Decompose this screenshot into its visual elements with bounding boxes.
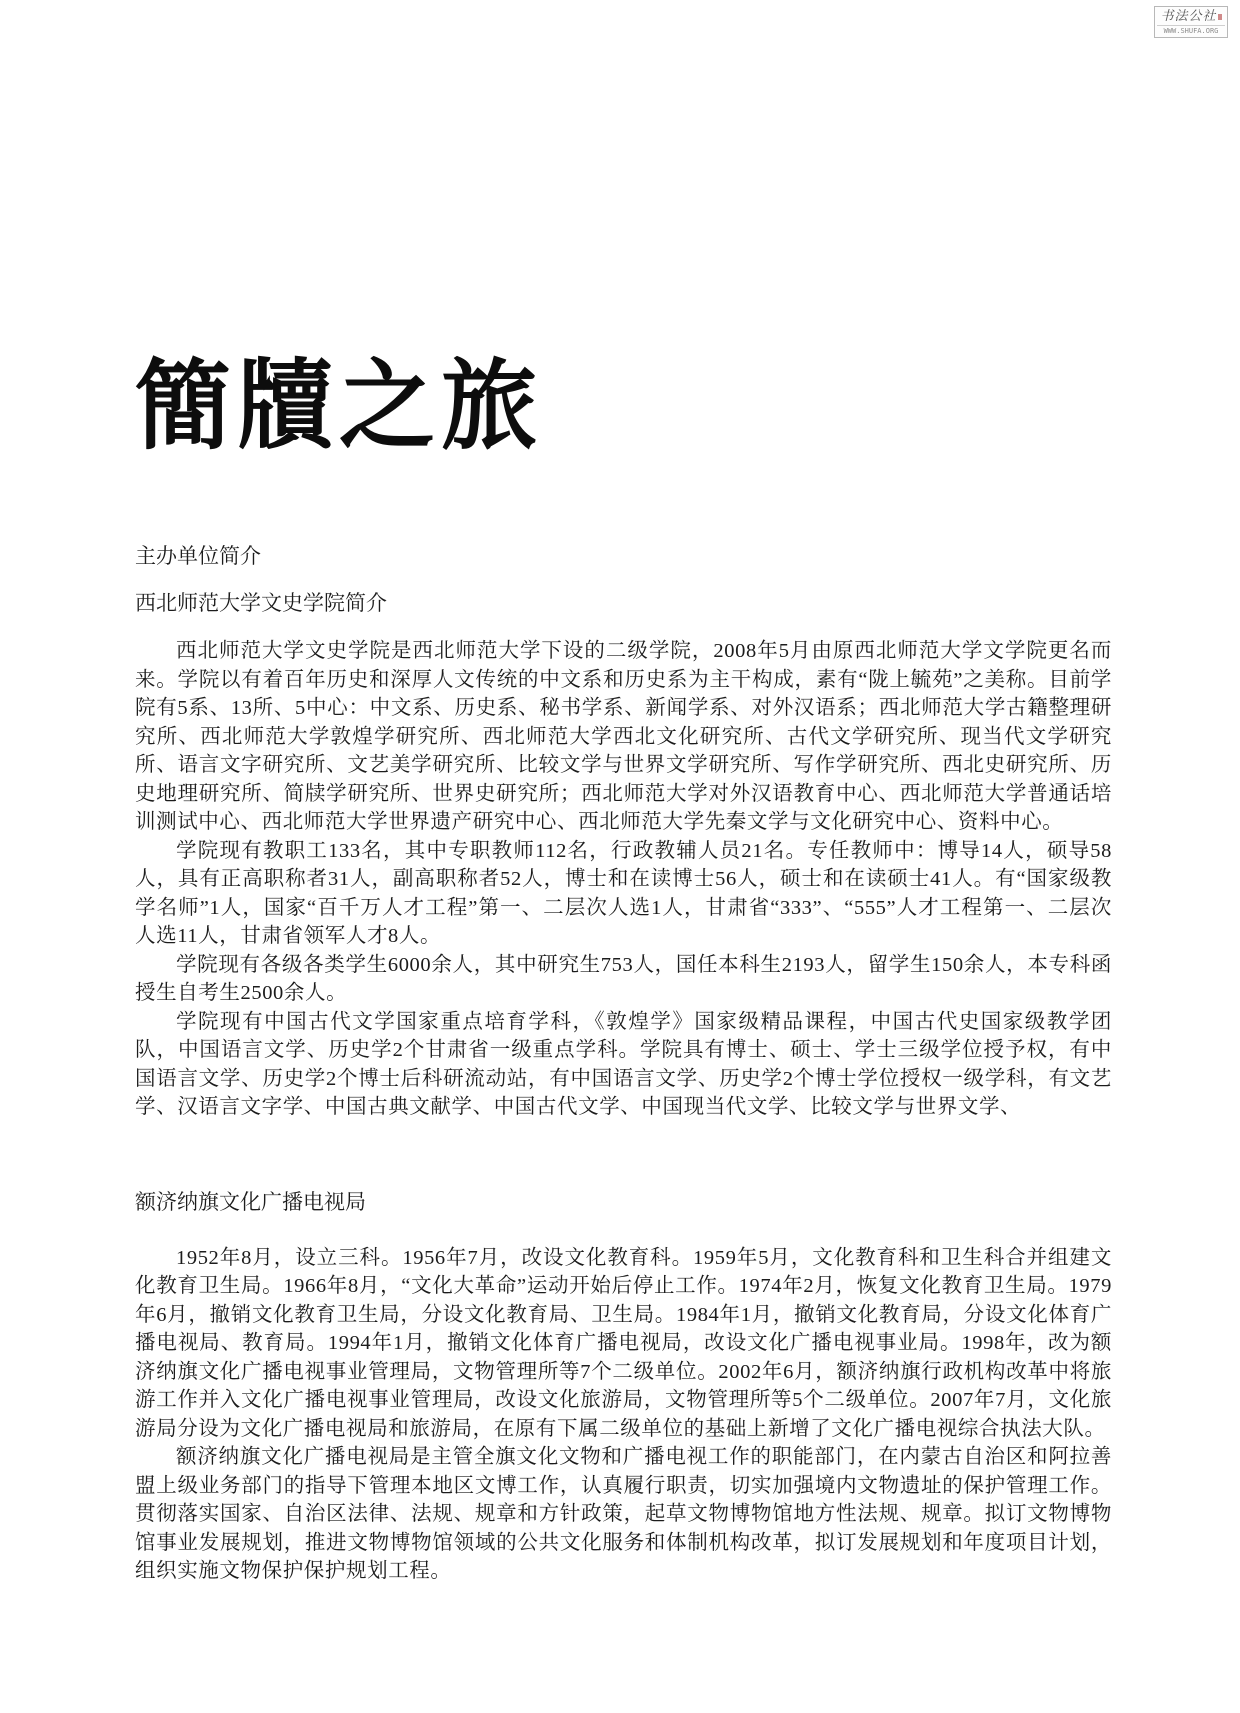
section1-body bbox=[135, 637, 1112, 1122]
watermark-brand-text: 书法公社 bbox=[1160, 9, 1217, 24]
section-gap bbox=[135, 1122, 1112, 1168]
heading-gap bbox=[135, 1215, 1112, 1223]
watermark-url: WWW.SHUFA.ORG bbox=[1157, 25, 1225, 36]
calligraphy-masthead-title: 簡牘之旅 bbox=[135, 347, 543, 464]
page-content bbox=[135, 0, 1112, 1586]
seal-icon bbox=[1218, 14, 1222, 20]
section2-heading: 额济纳旗文化广播电视局 bbox=[135, 1189, 366, 1214]
paragraph: 1952年8月，设立三科。1956年7月，改设文化教育科。1959年5月，文化教育科和卫生科合并组建文化教育卫生局。1966年8月，“文化大革命”运动开始后停止工作。1974年2月，恢复文化教育卫生局。1979年6月，撤销文化教育卫生局，分设文化教育局、卫生局。1984年1月，撤销文化教育局，分设文化体育广播电视局、教育局。1994年1月，撤销文化体育广播电视局，改设文化广播电视事业局。1998年，改为额济纳旗文化广播电视事业管理局，文物管理所等7个二级单位。2002年6月，额济纳旗行政机构改革中将旅游工作并入文化广播电视事业管理局，改设文化旅游局，文物管理所等5个二级单位。2007年7月，文化旅游局分设为文化广播电视局和旅游局，在原有下属二级单位的基础上新增了文化广播电视综合执法大队。 bbox=[135, 1246, 1112, 1440]
shufa-watermark bbox=[1154, 6, 1228, 38]
paragraph: 西北师范大学文史学院是西北师范大学下设的二级学院，2008年5月由原西北师范大学文学院更名而来。学院以有着百年历史和深厚人文传统的中文系和历史系为主干构成，素有“陇上毓苑”之美称。目前学院有5系、13所、5中心：中文系、历史系、秘书学系、新闻学系、对外汉语系；西北师范大学古籍整理研究所、西北师范大学敦煌学研究所、西北师范大学西北文化研究所、古代文学研究所、现当代文学研究所、语言文字研究所、文艺美学研究所、比较文学与世界文学研究所、写作学研究所、西北史研究所、历史地理研究所、简牍学研究所、世界史研究所；西北师范大学对外汉语教育中心、西北师范大学普通话培训测试中心、西北师范大学世界遗产研究中心、西北师范大学先秦文学与文化研究中心、资料中心。 bbox=[135, 640, 1112, 833]
paragraph: 学院现有中国古代文学国家重点培育学科，《敦煌学》国家级精品课程，中国古代史国家级教学团队，中国语言文学、历史学2个甘肃省一级重点学科。学院具有博士、硕士、学士三级学位授予权，有中国语言文学、历史学2个博士后科研流动站，有中国语言文学、历史学2个博士学位授权一级学科，有文艺学、汉语言文字学、中国古典文献学、中国古代文学、中国现当代文学、比较文学与世界文学、 bbox=[135, 1010, 1112, 1118]
section1-heading: 西北师范大学文史学院简介 bbox=[135, 591, 387, 615]
paragraph: 额济纳旗文化广播电视局是主管全旗文化文物和广播电视工作的职能部门，在内蒙古自治区和阿拉善盟上级业务部门的指导下管理本地区文博工作，认真履行职责，切实加强境内文物遗址的保护管理工作。贯彻落实国家、自治区法律、法规、规章和方针政策，起草文物博物馆地方性法规、规章。拟订文物博物馆事业发展规划，推进文物博物馆领域的公共文化服务和体制机构改革，拟订发展规划和年度项目计划，组织实施文物保护保护规划工程。 bbox=[135, 1446, 1112, 1582]
section2-body bbox=[135, 1244, 1112, 1586]
paragraph: 学院现有教职工133名，其中专职教师112名，行政教辅人员21名。专任教师中：博导14人，硕导58人，具有正高职称者31人，副高职称者52人，博士和在读博士56人，硕士和在读硕士41人。有“国家级教学名师”1人，国家“百千万人才工程”第一、二层次人选1人，甘肃省“333”、“555”人才工程第一、二层次人选11人，甘肃省领军人才8人。 bbox=[135, 839, 1112, 947]
organizers-intro-label: 主办单位简介 bbox=[135, 544, 261, 568]
watermark-brand-calligraphy bbox=[1157, 9, 1225, 24]
paragraph: 学院现有各级各类学生6000余人，其中研究生753人，国任本科生2193人，留学生150余人，本专科函授生自考生2500余人。 bbox=[135, 953, 1112, 1004]
